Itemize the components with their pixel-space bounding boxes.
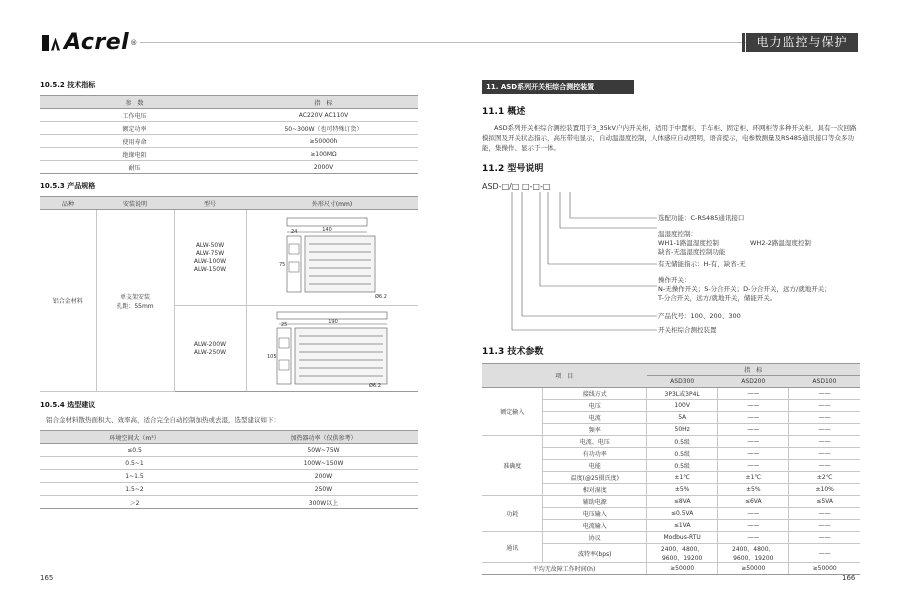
tech-value: 0.5级 [647,460,718,472]
spec-param: 耐压 [40,161,229,174]
page-number-right: 166 [842,574,856,582]
install-hole: 孔距：55mm [116,302,154,310]
tech-header-model: ASD200 [718,376,789,388]
tech-value: ±1℃ [718,472,789,484]
tech-param: 电压输入 [543,508,647,520]
label-comm: 选配功能：C-RS485通讯接口 [658,214,745,222]
tech-value: 5A [647,412,718,424]
dim-length: 140 [322,226,333,233]
logo-mark-icon [42,35,60,51]
product-header-size: 外形尺寸(mm) [246,197,418,210]
tech-value: —— [789,544,860,563]
tech-value: 0.5级 [647,436,718,448]
tech-param: 频率 [543,424,647,436]
product-section-title: 10.5.3 产品规格 [40,182,96,190]
tech-value: —— [718,436,789,448]
tech-param: 电流 [543,412,647,424]
select-power: 250W [229,483,418,496]
tech-value: 100V [647,400,718,412]
select-header-power: 加热器功率（仅供参考） [229,431,418,444]
tech-table [482,363,860,575]
tech-value: ±10% [789,484,860,496]
product-install [96,210,174,392]
table-row [482,388,860,400]
select-space: 1~1.5 [40,470,229,483]
tech-group: 功耗 [482,496,543,532]
select-space: ＞2 [40,496,229,509]
tech-param: 相对湿度 [543,484,647,496]
tech-param: 波特率(bps) [543,544,647,563]
tech-value: ±5% [647,484,718,496]
tech-param: 协议 [543,532,647,544]
select-space: 0.5~1 [40,457,229,470]
label-code: 产品代号：100、200、300 [658,312,741,320]
tech-header-item: 项 目 [482,364,647,388]
table-row [482,496,860,508]
product-header-install: 安装说明 [96,197,174,210]
tech-param: 电压 [543,400,647,412]
dimension-drawing-2 [246,306,418,392]
tech-value: —— [789,388,860,400]
tech-title: 11.3 技术参数 [482,347,544,357]
dim-height: 105 [267,353,277,360]
table-row [40,161,418,174]
tech-value: 0.5级 [647,448,718,460]
dim-hole: Ø6.2 [369,382,382,388]
tech-value: ≤5VA [789,496,860,508]
tech-value: —— [789,508,860,520]
label-op-title: 操作开关： [658,276,691,284]
tech-param: 电流输入 [543,520,647,532]
tech-value: —— [789,460,860,472]
spec-section-title: 10.5.2 技术指标 [40,81,96,89]
header-category-tag: 电力监控与保护 [746,33,858,52]
spec-value: 50~300W（也可特殊订货） [229,122,418,135]
select-power: 50W~75W [229,444,418,457]
select-power: 100W~150W [229,457,418,470]
spec-table [40,95,418,174]
table-row [40,109,418,122]
tech-mtbf-value: ≥50000 [647,563,718,575]
select-space: 1.5~2 [40,483,229,496]
tech-value: ±2℃ [789,472,860,484]
label-op-2: T-分合开关，远方/就地开关，储能开关。 [658,294,777,302]
tech-value: —— [718,412,789,424]
table-row [40,496,418,509]
model-item: ALW-100W [193,257,227,265]
table-row [40,457,418,470]
tech-mtbf-value: ≥50000 [718,563,789,575]
table-row [40,470,418,483]
product-header-type: 品种 [40,197,96,210]
spec-value: ≥50000h [229,135,418,148]
dim-width: 25 [281,321,288,328]
tech-value: ≤0.5VA [647,508,718,520]
tech-param: 辅助电源 [543,496,647,508]
tech-value: —— [718,388,789,400]
select-power: 300W以上 [229,496,418,509]
model-item: ALW-150W [193,265,227,273]
registered-mark: ® [130,38,138,47]
spec-param: 工作电压 [40,109,229,122]
select-power: 200W [229,470,418,483]
right-page [482,70,860,575]
tech-param: 电流、电压 [543,436,647,448]
tech-mtbf-value: ≥50000 [789,563,860,575]
tech-header-model: ASD300 [647,376,718,388]
tech-value: ±5% [718,484,789,496]
tech-param: 有功功率 [543,448,647,460]
model-code: ASD-□/□ □-□-□ [482,182,551,191]
model-title: 11.2 型号说明 [482,164,544,174]
header-tag-accent [742,33,745,52]
spec-param: 额定功率 [40,122,229,135]
tech-param: 电能 [543,460,647,472]
select-table [40,430,418,509]
tech-mtbf-label: 平均无故障工作时间(h) [482,563,647,575]
spec-header-value: 指 标 [229,96,418,109]
model-leader-lines-icon [482,180,662,334]
brand-name: Acrel [64,30,130,55]
tech-value: 2400、4800、 9600、19200 [718,544,789,563]
tech-header-model: ASD100 [789,376,860,388]
table-row [482,563,860,575]
table-row [482,532,860,544]
tech-value: —— [789,424,860,436]
table-row [482,436,860,448]
tech-value: —— [718,508,789,520]
dim-height: 75 [279,261,286,268]
tech-param: 温度(@25摄氏度) [543,472,647,484]
product-table [40,196,418,392]
chapter-title: 11. ASD系列开关柜综合测控装置 [482,80,634,94]
spec-value: AC220V AC110V [229,109,418,122]
table-row [40,444,418,457]
model-item: ALW-50W [195,241,225,249]
tech-value: —— [789,520,860,532]
table-row [40,483,418,496]
tech-value: —— [718,424,789,436]
table-row [40,148,418,161]
tech-value: 3P3L或3P4L [647,388,718,400]
tech-value: —— [789,532,860,544]
tech-value: —— [718,520,789,532]
label-temp-3: 缺省-无温湿度控制功能 [658,248,726,256]
label-temp-1: WH1-1路温湿度控制 [658,239,719,247]
model-item: ALW-250W [193,348,227,356]
label-op-1: N-无操作开关；S-分合开关；D-分合开关，远方/就地开关； [658,285,831,293]
tech-group: 额定输入 [482,388,543,436]
select-section-title: 10.5.4 选型建议 [40,401,96,409]
heater-drawing-icon [257,212,407,302]
tech-value: ±1℃ [647,472,718,484]
tech-value: —— [718,448,789,460]
acrel-logo [42,30,137,55]
dim-hole: Ø6.2 [375,293,388,300]
model-group-1 [174,210,246,306]
model-item: ALW-75W [195,249,225,257]
dim-length: 190 [328,318,339,325]
dim-width: 24 [291,228,298,235]
tech-value: ≤6VA [718,496,789,508]
tech-value: —— [789,400,860,412]
spec-value: ≥100MΩ [229,148,418,161]
label-device: 开关柜综合测控装置 [658,326,717,334]
tech-value: 2400、4800、 9600、19200 [647,544,718,563]
label-energy: 有无储能指示：H-有，缺省-无 [658,260,746,268]
header-rule [140,42,746,43]
overview-title: 11.1 概述 [482,107,526,117]
model-group-2 [174,306,246,392]
spec-header-param: 参 数 [40,96,229,109]
tech-value: ≤1VA [647,520,718,532]
install-type: 单支架安装 [119,293,150,301]
table-row [40,135,418,148]
table-row [40,122,418,135]
label-temp-title: 温湿度控制： [658,230,697,238]
page-number-left: 165 [40,574,54,582]
product-header-model: 型号 [174,197,246,210]
tech-group: 通讯 [482,532,543,563]
tech-value: —— [789,436,860,448]
spec-param: 绝缘电阻 [40,148,229,161]
tech-value: ≤8VA [647,496,718,508]
tech-value: —— [789,412,860,424]
select-note: 铝合金材料散热面积大、效率高，适合完全自动控制加热或去湿，选型建议如下： [46,416,280,424]
select-header-space: 环境空间大（m³） [40,431,229,444]
spec-value: 2000V [229,161,418,174]
product-material: 铝合金材料 [40,210,96,392]
page-header [0,0,900,60]
model-item: ALW-200W [193,340,227,348]
tech-value: —— [718,532,789,544]
label-temp-2: WH2-2路温湿度控制 [750,239,811,247]
tech-value: —— [718,400,789,412]
spec-param: 使用寿命 [40,135,229,148]
tech-header-index: 指 标 [647,364,860,376]
model-diagram [482,180,860,334]
tech-value: 50Hz [647,424,718,436]
heater-drawing-icon [257,308,407,388]
overview-text: ASD系列开关柜综合测控装置用于3_35kV户内开关柜，适用于中置柜、手车柜、固定柜、环网柜等多种开关柜，具有一次回路模拟图及开关状态指示，高压带电显示，自动温湿度控制，人体感应自动照明，语音提示，电参数测量及RS485通讯接口等众多功能，集操作、显示于一体。 [482,124,857,152]
select-space: ≤0.5 [40,444,229,457]
tech-param: 接线方式 [543,388,647,400]
dimension-drawing-1 [246,210,418,306]
left-page [40,70,418,509]
tech-value: Modbus-RTU [647,532,718,544]
tech-value: —— [718,460,789,472]
tech-group: 准确度 [482,436,543,496]
tech-value: —— [789,448,860,460]
